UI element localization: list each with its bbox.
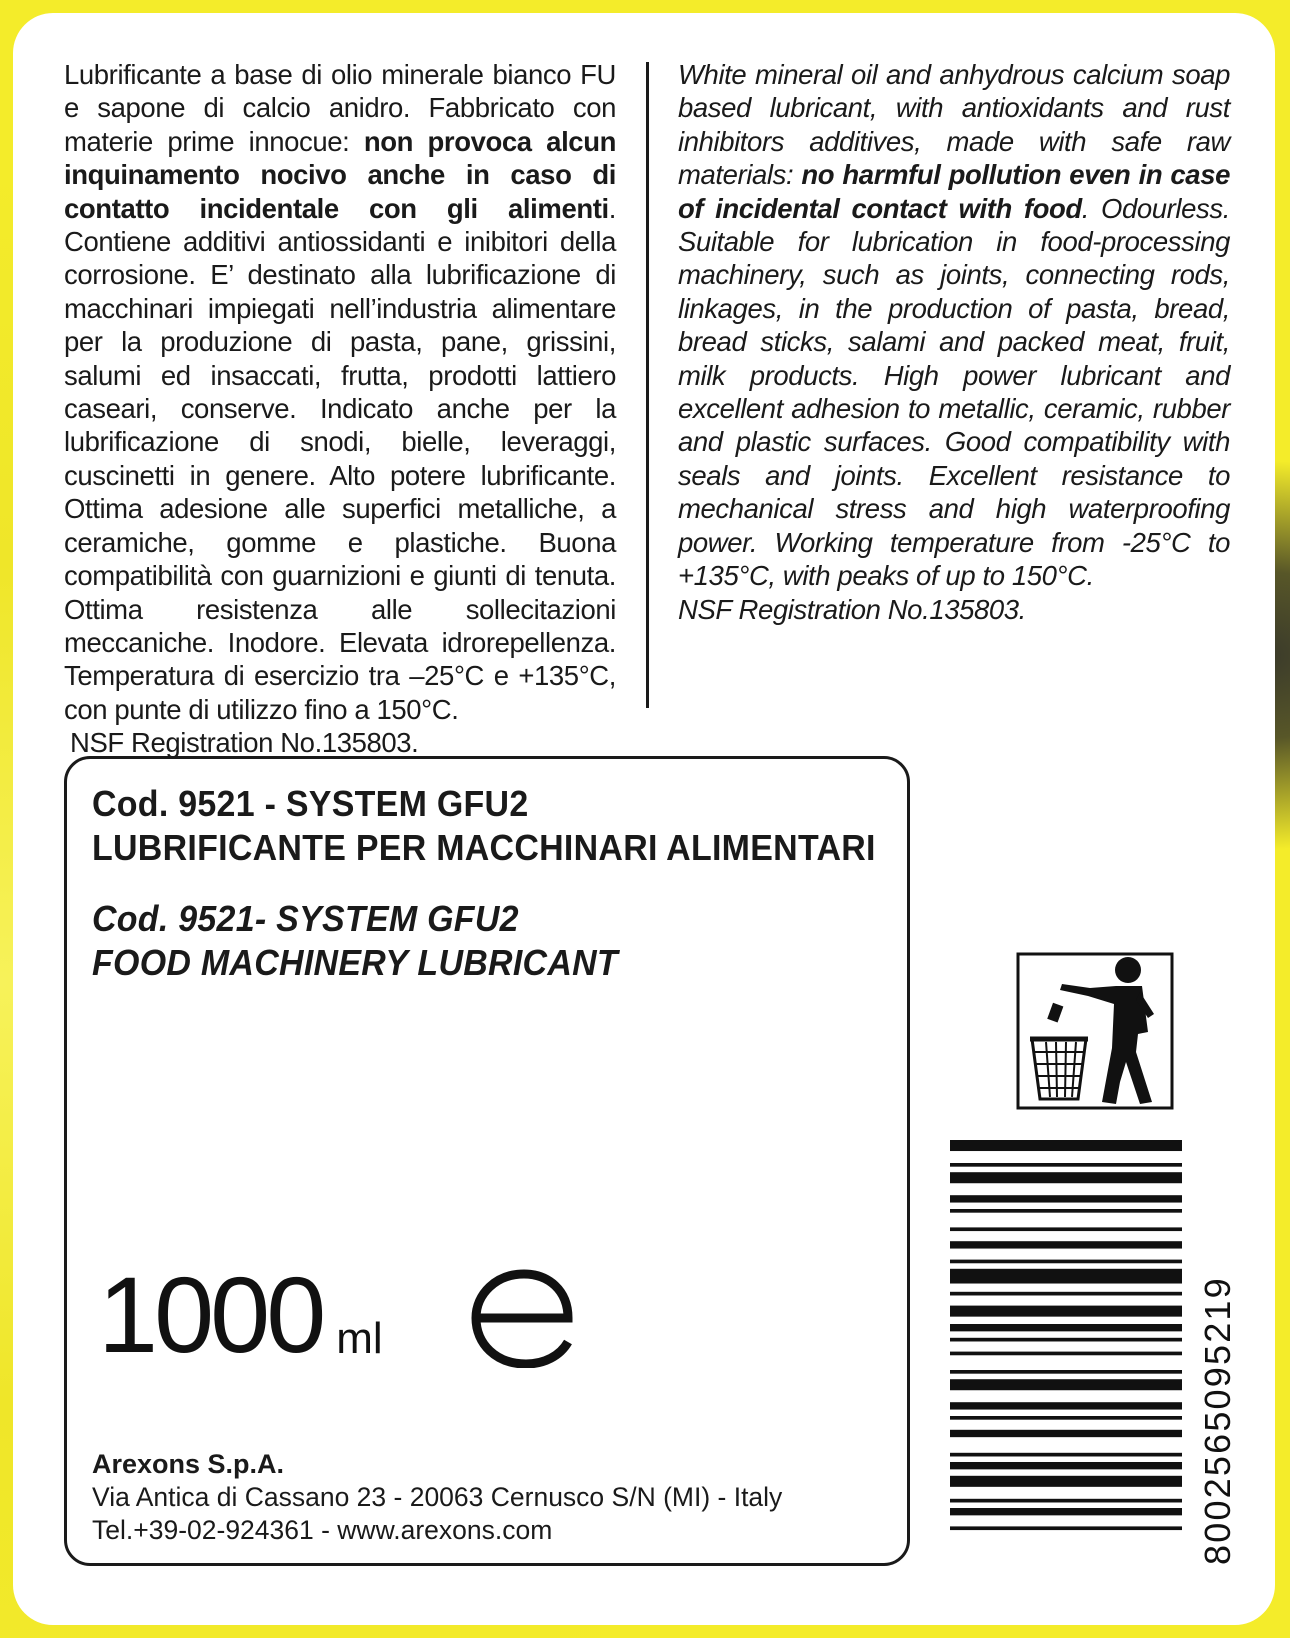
barcode-bar bbox=[950, 1370, 1182, 1374]
english-description bbox=[678, 58, 1230, 626]
italian-text-part2: . Contiene additivi antiossidanti e inibitori della corrosione. E’ destinato alla lubrificazione di macchinari impiegati nell’industria alimentare per la produzione di pasta, pane, grissini, salumi ed insaccati, frutta, prodotti lattiero caseari, conserve. Indicato anche per la lubrificazione di snodi, bielle, leveraggi, cuscinetti in genere. Alto potere lubrificante. Ottima adesione alle superfici metalliche, a ceramiche, gomme e plastiche. Buona compatibilità con guarnizioni e giunti di tenuta. Ottima resistenza alle sollecitazioni meccaniche. Inodore. Elevata idrorepellenza. Temperatura di esercizio tra –25°C e +135°C, con punte di utilizzo fino a 150°C. bbox=[64, 192, 616, 725]
english-text-part2: . Odourless. Suitable for lubrication in food-processing machinery, such as joints, connecting rods, linkages, in the production of pasta, bread, bread sticks, salami and packed meat, fruit, milk products. High power lubricant and excellent adhesion to metallic, ceramic, rubber and plastic surfaces. Good compatibility with seals and joints. Excellent resistance to mechanical stress and high waterproofing power. Working temperature from -25°C to +135°C, with peaks of up to 150°C. bbox=[678, 192, 1230, 592]
italian-text-part1: Lubrificante a base di olio minerale bianco FU e sapone di calcio anidro. Fabbricato con materie prime innocue: bbox=[64, 59, 616, 157]
italian-description bbox=[64, 58, 616, 760]
barcode-bar bbox=[950, 1416, 1182, 1420]
column-divider bbox=[646, 62, 649, 708]
english-text-bold: no harmful pollution even in case of incidental contact with food bbox=[678, 159, 1230, 224]
italian-text-bold: non provoca alcun inquinamento nocivo anche in caso di contatto incidentale con gli alimenti bbox=[64, 125, 617, 224]
company-contact: Tel.+39-02-924361 - www.arexons.com bbox=[92, 1515, 553, 1545]
barcode-bar bbox=[950, 1163, 1182, 1167]
product-info-box bbox=[64, 756, 910, 1566]
english-text-part1: White mineral oil and anhydrous calcium soap based lubricant, with antioxidants and rust inhibitors additives, made with safe raw materials: bbox=[678, 59, 1230, 191]
barcode-bar bbox=[950, 1140, 1182, 1151]
barcode-bar bbox=[950, 1508, 1182, 1515]
barcode-bar bbox=[950, 1209, 1182, 1213]
barcode-bar bbox=[950, 1526, 1182, 1530]
barcode-bar bbox=[950, 1402, 1182, 1409]
barcode bbox=[950, 1140, 1240, 1570]
product-code-it: Cod. 9521 - SYSTEM GFU2 bbox=[92, 783, 529, 824]
barcode-bar bbox=[950, 1269, 1182, 1284]
company-name: Arexons S.p.A. bbox=[92, 1449, 285, 1479]
product-name-en: FOOD MACHINERY LUBRICANT bbox=[92, 942, 618, 983]
barcode-bar bbox=[950, 1260, 1182, 1264]
barcode-bar bbox=[950, 1241, 1182, 1248]
english-nsf-registration: NSF Registration No.135803. bbox=[678, 593, 1026, 625]
barcode-bar bbox=[950, 1352, 1182, 1356]
barcode-bar bbox=[950, 1462, 1182, 1469]
italian-nsf-registration: NSF Registration No.135803. bbox=[70, 727, 419, 759]
product-volume bbox=[98, 1245, 383, 1375]
volume-unit: ml bbox=[336, 1314, 383, 1363]
barcode-bar bbox=[950, 1499, 1182, 1503]
company-address: Via Antica di Cassano 23 - 20063 Cernusco S/N (MI) - Italy bbox=[92, 1482, 783, 1512]
volume-value: 1000 bbox=[98, 1254, 323, 1375]
tidyman-recycle-icon bbox=[1016, 952, 1174, 1110]
company-info bbox=[92, 1448, 782, 1547]
barcode-bar bbox=[950, 1227, 1182, 1231]
barcode-bar bbox=[950, 1324, 1182, 1331]
barcode-bar bbox=[950, 1430, 1182, 1437]
barcode-bar bbox=[950, 1292, 1182, 1296]
barcode-bar bbox=[950, 1453, 1182, 1457]
product-code-en: Cod. 9521- SYSTEM GFU2 bbox=[92, 898, 519, 939]
barcode-bar bbox=[950, 1379, 1182, 1390]
barcode-digits: 8002565095219 bbox=[1197, 1276, 1238, 1565]
e-mark-icon bbox=[468, 1268, 578, 1368]
barcode-bar bbox=[950, 1338, 1182, 1342]
barcode-bar bbox=[950, 1306, 1182, 1317]
product-name-it: LUBRIFICANTE PER MACCHINARI ALIMENTARI bbox=[92, 827, 876, 868]
barcode-bar bbox=[950, 1195, 1182, 1202]
barcode-bar bbox=[950, 1476, 1182, 1487]
barcode-bar bbox=[950, 1172, 1182, 1183]
